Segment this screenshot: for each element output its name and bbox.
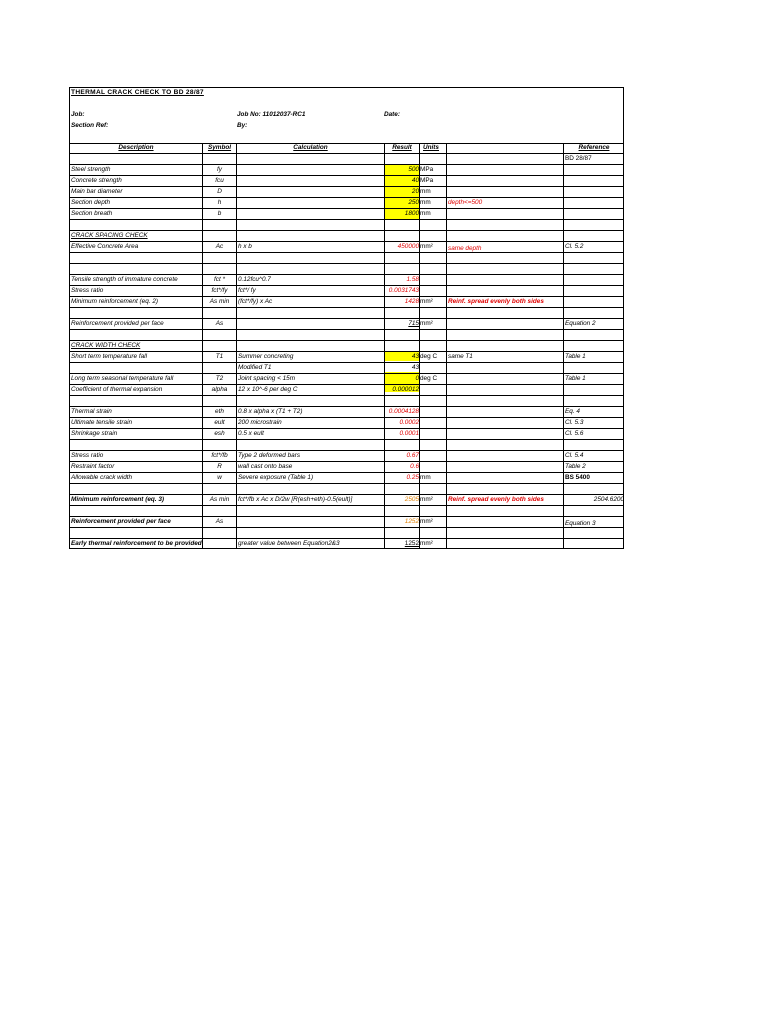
calculation-cell: 200 microstrain <box>238 419 282 426</box>
reference-cell: Table 1 <box>565 375 586 382</box>
reference-cell: Equation 2 <box>565 320 596 327</box>
section-ref-label: Section Ref: <box>71 122 109 129</box>
description-cell: Early thermal reinforcement to be provided <box>71 540 202 547</box>
description-cell: Concrete strength <box>71 177 122 184</box>
symbol-cell: As min <box>209 496 230 503</box>
job-number: Job No: 11012037-RC1 <box>237 111 306 118</box>
description-cell: Minimum reinforcement (eq. 3) <box>71 496 165 503</box>
result-cell: 43 <box>411 353 419 360</box>
result-cell: 1252 <box>404 540 419 547</box>
result-cell: 450000 <box>397 243 419 250</box>
units-cell: mm² <box>420 518 433 525</box>
section-heading: CRACK WIDTH CHECK <box>71 342 141 349</box>
description-cell: Stress ratio <box>71 287 104 294</box>
date-label: Date: <box>384 111 400 118</box>
description-cell: Stress ratio <box>71 452 104 459</box>
units-cell: mm² <box>420 298 433 305</box>
result-cell: 0.0001 <box>399 430 419 437</box>
result-cell: 0.67 <box>406 452 419 459</box>
reference-cell: Equation 3 <box>565 520 596 527</box>
units-cell: MPa <box>420 166 434 173</box>
result-cell: 0.0004128 <box>388 408 419 415</box>
description-cell: Steel strength <box>71 166 111 173</box>
symbol-cell: eth <box>215 408 224 415</box>
header-calculation: Calculation <box>293 144 328 151</box>
calculation-cell: (fct*/fy) x Ac <box>238 298 273 305</box>
calculation-cell: h x b <box>238 243 252 250</box>
calculation-cell: greater value between Equation2&3 <box>238 540 340 547</box>
result-cell: 1.58 <box>406 276 419 283</box>
description-cell: Coefficient of thermal expansion <box>71 386 163 393</box>
reference-cell: Cl. 5.3 <box>565 419 584 426</box>
symbol-cell: fct*/fy <box>211 287 228 294</box>
symbol-cell: b <box>217 210 222 217</box>
description-cell: Reinforcement provided per face <box>71 320 164 327</box>
symbol-cell: fcu <box>215 177 224 184</box>
result-cell: 1428 <box>404 298 419 305</box>
calculation-cell: 0.8 x alpha x (T1 + T2) <box>238 408 303 415</box>
reference-cell: 2504.6200 <box>593 496 624 503</box>
result-cell: 0.0031743 <box>388 287 419 294</box>
description-cell: Minimum reinforcement (eq. 2) <box>71 298 159 305</box>
reference-cell: Table 2 <box>565 463 586 470</box>
symbol-cell: fy <box>217 166 222 173</box>
symbol-cell: w <box>217 474 222 481</box>
symbol-cell: esh <box>214 430 225 437</box>
units-cell: mm <box>420 188 431 195</box>
symbol-cell: alpha <box>211 386 228 393</box>
symbol-cell: As <box>215 518 224 525</box>
symbol-cell: Ac <box>215 243 224 250</box>
units-cell: MPa <box>420 177 434 184</box>
symbol-cell: R <box>217 463 222 470</box>
header-reference: Reference <box>578 144 610 151</box>
header-description: Description <box>118 144 154 151</box>
calculation-cell: 0.5 x eult <box>238 430 264 437</box>
symbol-cell: As min <box>209 298 230 305</box>
description-cell: Reinforcement provided per face <box>71 518 171 525</box>
reference-cell: BD 28/87 <box>565 155 592 162</box>
symbol-cell: fct*/fb <box>211 452 228 459</box>
note-cell: same depth <box>448 245 482 252</box>
header-units: Units <box>423 144 439 151</box>
job-label: Job: <box>71 111 85 118</box>
note-cell: same T1 <box>448 353 473 360</box>
result-cell: 43 <box>411 364 419 371</box>
result-cell: 1252 <box>404 518 419 525</box>
units-cell: mm² <box>420 496 433 503</box>
symbol-cell: D <box>217 188 222 195</box>
units-cell: mm² <box>420 320 433 327</box>
calculation-cell: 0.12fcu^0.7 <box>238 276 271 283</box>
units-cell: deg C <box>420 353 438 360</box>
reference-cell: BS 5400 <box>565 474 590 481</box>
reference-cell: Cl. 5.4 <box>565 452 584 459</box>
description-cell: Thermal strain <box>71 408 112 415</box>
calculation-cell: Severe exposure (Table 1) <box>238 474 314 481</box>
result-cell: 250 <box>408 199 419 206</box>
sheet-title: THERMAL CRACK CHECK TO BD 28/87 <box>71 89 204 96</box>
result-cell: 20 <box>411 188 419 195</box>
symbol-cell: T1 <box>215 353 224 360</box>
description-cell: Shrinkage strain <box>71 430 118 437</box>
description-cell: Section depth <box>71 199 111 206</box>
by-label: By: <box>237 122 248 129</box>
header-result: Result <box>392 144 412 151</box>
calculation-cell: Type 2 deformed bars <box>238 452 301 459</box>
units-cell: mm <box>420 199 431 206</box>
result-cell: 715 <box>408 320 419 327</box>
description-cell: Short term temperature fall <box>71 353 148 360</box>
result-cell: 0.0002 <box>399 419 419 426</box>
calculation-cell: 12 x 10^-6 per deg C <box>238 386 298 393</box>
result-cell: 0 <box>415 375 419 382</box>
description-cell: Section breath <box>71 210 113 217</box>
units-cell: mm² <box>420 540 433 547</box>
description-cell: Tensile strength of immature concrete <box>71 276 178 283</box>
calculation-cell: fct*/ fy <box>238 287 256 294</box>
result-cell: 0.25 <box>406 474 419 481</box>
description-cell: Restraint factor <box>71 463 115 470</box>
result-cell: 1800 <box>404 210 419 217</box>
reference-cell: Eq. 4 <box>565 408 580 415</box>
units-cell: mm <box>420 210 431 217</box>
reference-cell: Cl. 5.2 <box>565 243 584 250</box>
description-cell: Long term seasonal temperature fall <box>71 375 174 382</box>
symbol-cell: fct * <box>213 276 225 283</box>
calculation-cell: Modified T1 <box>238 364 272 371</box>
header-symbol: Symbol <box>207 144 232 151</box>
description-cell: Main bar diameter <box>71 188 123 195</box>
calculation-sheet <box>69 87 624 549</box>
units-cell: deg C <box>420 375 438 382</box>
reference-cell: Table 1 <box>565 353 586 360</box>
description-cell: Ultimate tensile strain <box>71 419 133 426</box>
result-cell: 500 <box>408 166 419 173</box>
calculation-cell: Joint spacing < 15m <box>238 375 296 382</box>
note-cell: Reinf. spread evenly both sides <box>448 298 544 305</box>
section-heading: CRACK SPACING CHECK <box>71 232 148 239</box>
units-cell: mm² <box>420 243 433 250</box>
reference-cell: Cl. 5.6 <box>565 430 584 437</box>
symbol-cell: T2 <box>215 375 224 382</box>
result-cell: 40 <box>411 177 419 184</box>
note-cell: Reinf. spread evenly both sides <box>448 496 544 503</box>
calculation-cell: wall cast onto base <box>238 463 293 470</box>
result-cell: 0.6 <box>410 463 419 470</box>
description-cell: Allowable crack width <box>71 474 133 481</box>
note-cell: depth<=500 <box>448 199 483 206</box>
result-cell: 2505 <box>404 496 419 503</box>
calculation-cell: fct*/fb x Ac x D/2w [R(esh+eth)-0.5(eult)] <box>238 496 353 503</box>
symbol-cell: As <box>215 320 224 327</box>
result-cell: 0.000012 <box>392 386 419 393</box>
calculation-cell: Summer concreting <box>238 353 294 360</box>
units-cell: mm <box>420 474 431 481</box>
description-cell: Effective Concrete Area <box>71 243 139 250</box>
symbol-cell: eult <box>214 419 225 426</box>
symbol-cell: h <box>217 199 222 206</box>
